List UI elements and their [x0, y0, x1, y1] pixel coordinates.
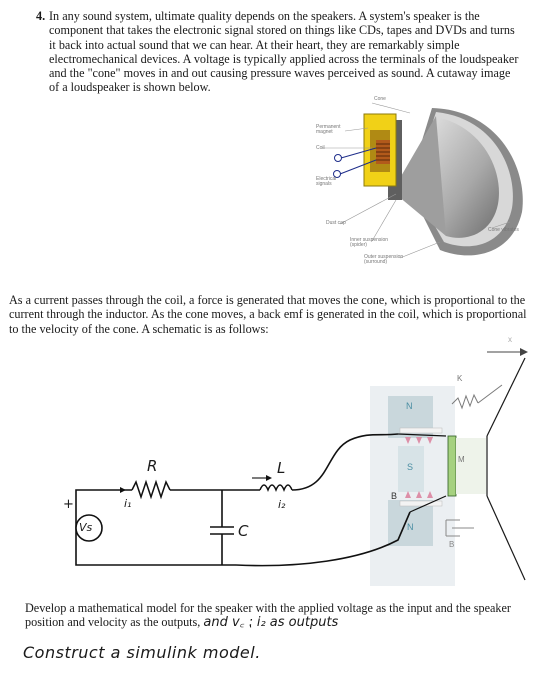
label-inner-suspension: Inner suspension (spider): [350, 237, 389, 248]
capacitor-label: C: [238, 522, 249, 540]
label-dust-cap: Dust cap: [326, 220, 346, 226]
motion-label: x: [508, 335, 512, 344]
current-paragraph: As a current passes through the coil, a force is generated that moves the cone, which is proportional to the current through the inductor. As the cone moves, a back emf is generated in the coil, which is proportional to the velocity of the cone. A schematic is as follows:: [9, 293, 527, 336]
label-permanent-magnet: Permanent magnet: [316, 124, 341, 135]
task-printed-text: Develop a mathematical model for the speaker with the applied voltage as the input and the speaker position and velocity as the outputs,: [25, 601, 511, 630]
label-cone-vibrates: Cone vibrates: [488, 227, 519, 233]
source-plus-sign: +: [63, 497, 74, 512]
field-label: B: [391, 491, 398, 501]
task-paragraph: [25, 601, 530, 631]
current-i1-label: i₁: [124, 497, 132, 510]
source-label: Vs: [79, 521, 93, 534]
label-coil: Coil: [316, 145, 325, 151]
pole-top-label: N: [406, 401, 413, 411]
problem-intro: In any sound system, ultimate quality depends on the speakers. A system's speaker is the component that takes the electronic signal stored on things like CDs, tapes and DVDs and turns it back into actual sound that we can hear. At their heart, they are remarkably simple electromechanical devices. A voltage is typically applied across the terminals of the loudspeaker and the "cone" moves in and out causing pressure waves perceived as sound. A cutaway image of a loudspeaker is shown below.: [49, 9, 519, 95]
handwritten-simulink-note: Construct a simulink model.: [23, 643, 261, 662]
resistor-label: R: [147, 457, 158, 475]
inductor-label: L: [277, 459, 286, 477]
damper-label: B: [449, 540, 455, 549]
current-i2-label: i₂: [278, 498, 286, 511]
pole-bottom-label: N: [407, 522, 414, 532]
label-cone: Cone: [374, 96, 386, 102]
pole-middle-label: S: [407, 462, 414, 472]
mass-label: M: [458, 455, 465, 464]
task-handwritten-text: and v꜀ ⁏ i₂ as outputs: [203, 615, 339, 631]
problem-number: 4.: [36, 9, 46, 23]
label-outer-suspension: Outer suspension (surround): [364, 254, 404, 265]
label-electrical-signals: Electrical signals: [316, 176, 337, 187]
spring-label: K: [457, 374, 463, 383]
